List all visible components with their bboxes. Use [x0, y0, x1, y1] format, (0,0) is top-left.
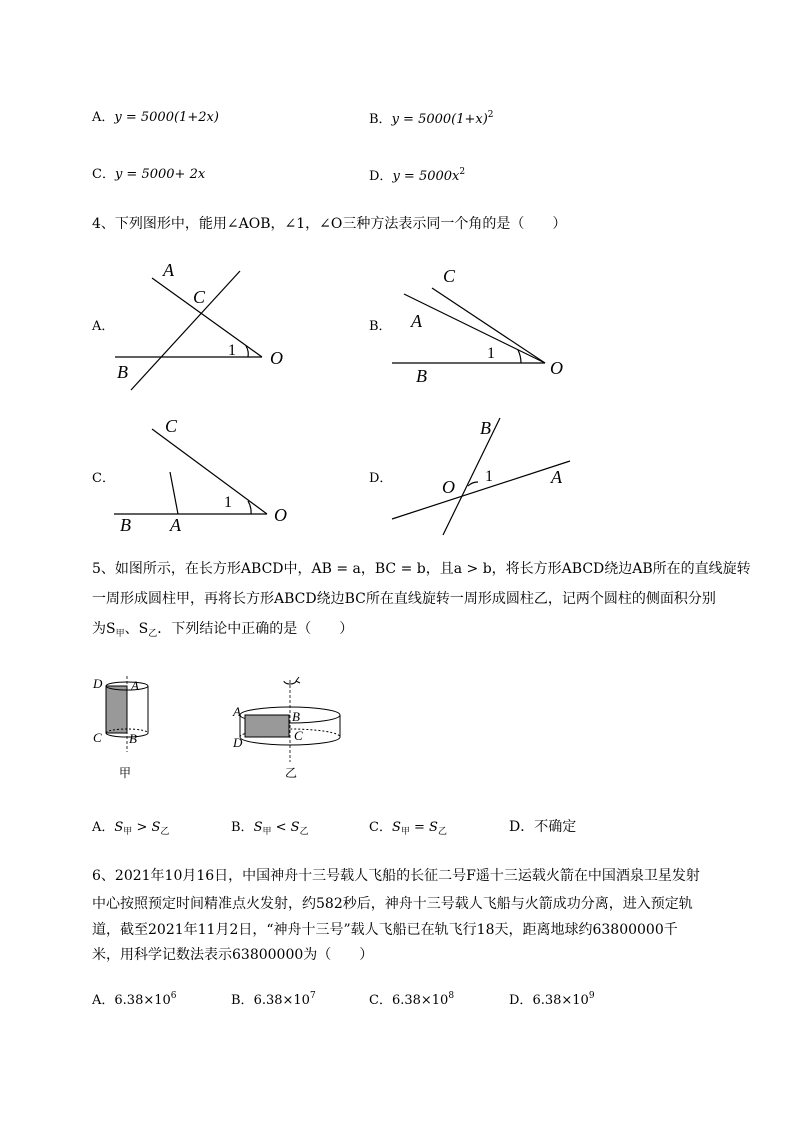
- base: 6.38×10: [532, 993, 589, 1008]
- option-letter: A．: [92, 820, 115, 835]
- q4-option-a-label: A．: [92, 319, 115, 334]
- text: S: [253, 820, 263, 835]
- q4-stem: 4、下列图形中，能用∠AOB，∠1，∠O三种方法表示同一个角的是（ ）: [92, 216, 567, 232]
- label-o: O: [270, 348, 283, 368]
- option-letter: C．: [92, 167, 115, 182]
- q4-option-d-label: D．: [369, 471, 393, 486]
- subscript: 乙: [148, 629, 158, 639]
- label-c: C: [93, 730, 102, 745]
- base: 6.38×10: [114, 993, 171, 1008]
- q6-line2: 中心按照预定时间精准点火发射，约582秒后，神舟十三号载人飞船与火箭成功分离，进入预定轨: [92, 896, 693, 912]
- option-letter: D．: [369, 169, 393, 184]
- q5-option-a: [92, 821, 169, 837]
- option-letter: B．: [369, 112, 392, 127]
- q5-option-b: [231, 821, 309, 837]
- q6-option-a: [92, 992, 177, 1007]
- label-1: 1: [224, 494, 232, 511]
- label-a: A: [131, 678, 139, 693]
- exponent: 8: [448, 991, 455, 1001]
- option-letter: D．: [509, 993, 533, 1008]
- exponent: 9: [588, 991, 595, 1001]
- label-a: A: [411, 311, 422, 331]
- label-a: A: [551, 467, 562, 487]
- exponent: 2: [487, 110, 494, 120]
- option-letter: A．: [92, 993, 115, 1008]
- label-1: 1: [487, 345, 495, 362]
- label-1: 1: [228, 342, 236, 359]
- option-letter: B．: [231, 993, 254, 1008]
- subscript: 甲: [123, 827, 133, 837]
- option-letter: D．: [509, 819, 535, 835]
- subscript: 甲: [400, 827, 410, 837]
- q6-line3: 道，截至2021年11月2日，“神舟十三号”载人飞船已在轨飞行18天，距离地球约63800000千: [92, 922, 678, 938]
- text: S: [391, 820, 401, 835]
- q5-option-c: [369, 821, 447, 837]
- label-a: A: [170, 515, 181, 535]
- label-1: 1: [485, 468, 493, 485]
- label-o: O: [550, 358, 563, 378]
- exponent: 2: [459, 167, 466, 177]
- caption-yi: 乙: [285, 766, 298, 780]
- subscript: 乙: [160, 827, 170, 837]
- exponent: 6: [170, 991, 177, 1001]
- option-letter: B．: [231, 820, 254, 835]
- text: 为S: [92, 621, 116, 637]
- shaded-rectangle: [245, 715, 289, 737]
- label-b: B: [129, 731, 137, 746]
- label-a: A: [163, 260, 174, 280]
- caption-jia: 甲: [119, 766, 132, 780]
- q6-option-c: [369, 992, 454, 1007]
- label-b: B: [416, 366, 427, 386]
- subscript: 甲: [262, 827, 272, 837]
- q6-line1: 6、2021年10月16日，中国神舟十三号载人飞船的长征二号F遥十三运载火箭在中国酒泉卫星发射: [92, 868, 700, 884]
- label-d: D: [233, 735, 243, 750]
- subscript: 乙: [437, 827, 447, 837]
- text: = S: [409, 820, 438, 835]
- q4-option-c-label: C．: [92, 471, 115, 486]
- exponent: 7: [309, 991, 316, 1001]
- label-d: D: [93, 676, 103, 691]
- label-b: B: [120, 515, 131, 535]
- text: S: [114, 820, 124, 835]
- label-c: C: [443, 266, 456, 286]
- formula: y = 5000(1+2x): [114, 110, 219, 125]
- label-c: C: [294, 728, 303, 743]
- subscript: 甲: [115, 629, 125, 639]
- label-b: B: [292, 709, 300, 724]
- q5-option-d: [509, 820, 576, 834]
- formula: y = 5000x: [392, 169, 460, 184]
- q6-option-d: [509, 992, 595, 1007]
- label-a: A: [233, 704, 241, 719]
- q5-line1: 5、如图所示，在长方形ABCD中，AB = a，BC = b，且a > b，将长方形ABCD绕边AB所在的直线旋转: [92, 561, 751, 577]
- q6-option-b: [231, 992, 316, 1007]
- q4-option-b-label: B．: [369, 319, 392, 334]
- arrowhead-icon: [296, 677, 300, 683]
- base: 6.38×10: [391, 993, 449, 1008]
- text: ．下列结论中正确的是（ ）: [157, 621, 354, 637]
- subscript: 乙: [299, 827, 309, 837]
- text: 不确定: [534, 819, 577, 835]
- formula: y = 5000+ 2x: [114, 167, 206, 182]
- text: 、S: [124, 621, 149, 637]
- base: 6.38×10: [253, 993, 310, 1008]
- option-letter: C．: [369, 820, 392, 835]
- text: < S: [271, 820, 300, 835]
- q5-line2: 一周形成圆柱甲，再将长方形ABCD绕边BC所在直线旋转一周形成圆柱乙，记两个圆柱的侧面积分别: [92, 591, 716, 607]
- text: > S: [132, 820, 161, 835]
- option-letter: A．: [92, 110, 115, 125]
- label-b: B: [480, 418, 491, 438]
- label-c: C: [165, 416, 178, 436]
- label-o: O: [442, 477, 455, 497]
- q6-line4: 米，用科学记数法表示63800000为（ ）: [92, 947, 374, 963]
- option-letter: C．: [369, 993, 392, 1008]
- formula: y = 5000(1+x): [391, 112, 488, 127]
- label-b: B: [117, 362, 128, 382]
- label-c: C: [193, 287, 206, 307]
- label-o: O: [274, 505, 287, 525]
